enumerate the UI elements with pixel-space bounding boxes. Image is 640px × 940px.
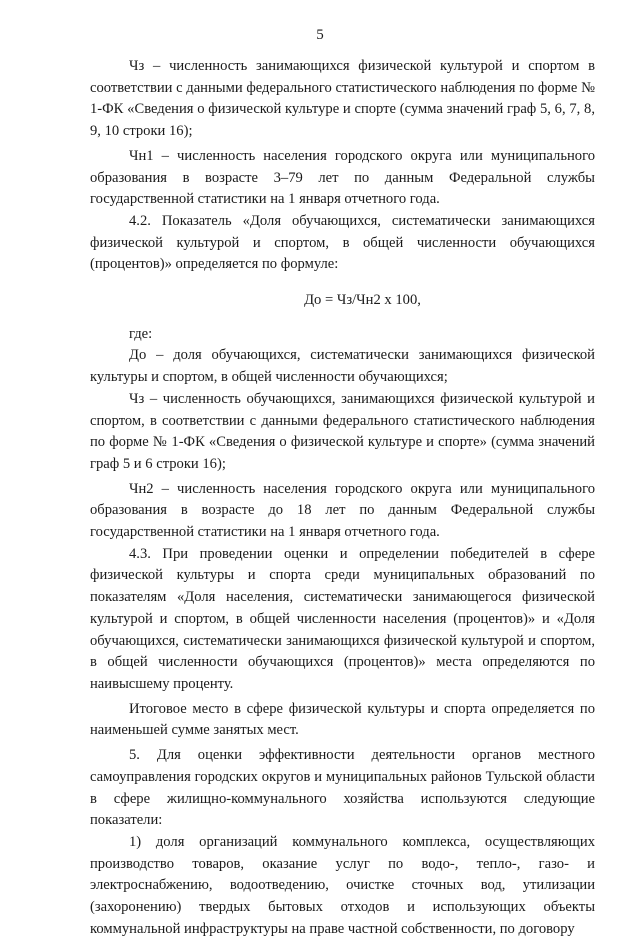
paragraph-do-definition: До – доля обучающихся, систематически занимающихся физической культуры и спортом, в общей численности обучающихся; bbox=[90, 347, 595, 386]
paragraph-chz-definition: Чз – численность занимающихся физической культурой и спортом в соответствии с данными федерального статистического наблюдения по форме № 1-ФК «Сведения о физической культуре и спорте (сумма значений граф 5, 6, 7, 8, 9, 10 строки 16); bbox=[90, 58, 595, 140]
where-label: где: bbox=[129, 325, 153, 342]
paragraph-chn1-definition: Чн1 – численность населения городского округа или муниципального образования в возрасте 3–79 лет по данным Федеральной службы государственной статистики на 1 января отчетного года. bbox=[90, 147, 595, 208]
paragraph-section-4-2: 4.2. Показатель «Доля обучающихся, систематически занимающихся физической культурой и спортом, в общей численности обучающихся (процентов)» определяется по формуле: bbox=[90, 212, 595, 273]
page-number: 5 bbox=[316, 27, 324, 43]
paragraph-chn2-definition: Чн2 – численность населения городского округа или муниципального образования в возрасте до 18 лет по данным Федеральной службы государственной статистики на 1 января отчетного года. bbox=[90, 480, 595, 541]
paragraph-chz-students-definition: Чз – численность обучающихся, занимающихся физической культурой и спортом, в соответствии с данными федерального статистического наблюдения по форме № 1-ФК «Сведения о физической культуре и спорте» (сумма значений граф 5 и 6 строки 16); bbox=[90, 390, 595, 472]
formula: До = Чз/Чн2 х 100, bbox=[304, 292, 421, 309]
paragraph-final-place: Итоговое место в сфере физической культуры и спорта определяется по наименьшей сумме занятых мест. bbox=[90, 700, 595, 739]
paragraph-section-5: 5. Для оценки эффективности деятельности органов местного самоуправления городских округов и муниципальных районов Тульской области в сфере жилищно-коммунального хозяйства используются следующие показатели: bbox=[90, 747, 595, 829]
document-body bbox=[90, 56, 595, 940]
paragraph-section-4-3: 4.3. При проведении оценки и определении победителей в сфере физической культуры и спорта среди муниципальных образований по показателям «Доля населения, систематически занимающегося физической культурой и спортом, в общей численности населения (процентов)» и «Доля обучающихся, систематически занимающихся физической культурой и спортом, в общей численности обучающихся (процентов)» места определяются по наивысшему проценту. bbox=[90, 545, 595, 692]
paragraph-indicator-1: 1) доля организаций коммунального комплекса, осуществляющих производство товаров, оказание услуг по водо-, тепло-, газо- и электроснабжению, водоотведению, очистке сточных вод, утилизации (захоронению) твердых бытовых отходов и использующих объекты коммунальной инфраструктуры на праве частной собственности, по договору bbox=[90, 833, 595, 937]
